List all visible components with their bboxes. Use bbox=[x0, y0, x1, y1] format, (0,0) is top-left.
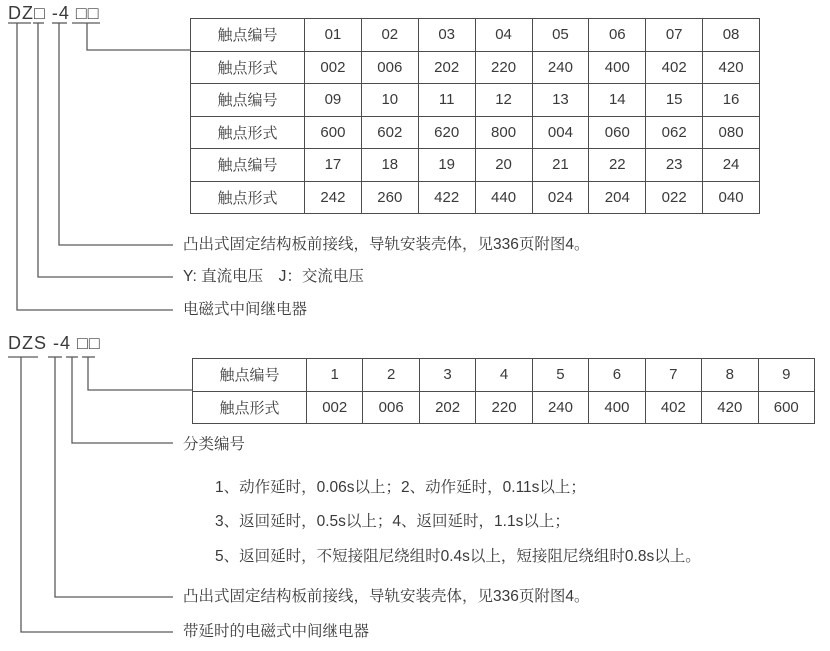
table-cell: 01 bbox=[305, 19, 362, 52]
row-header: 触点编号 bbox=[193, 359, 307, 392]
table-cell: 8 bbox=[702, 359, 758, 392]
table-cell: 422 bbox=[418, 181, 475, 214]
table-cell: 620 bbox=[418, 116, 475, 149]
table-cell: 08 bbox=[703, 19, 760, 52]
table-cell: 05 bbox=[532, 19, 589, 52]
dzs-mounting-label: 凸出式固定结构板前接线，导轨安装壳体，见336页附图4。 bbox=[183, 588, 590, 605]
table-cell: 02 bbox=[361, 19, 418, 52]
table-cell: 062 bbox=[646, 116, 703, 149]
table-cell: 240 bbox=[532, 391, 588, 424]
row-header: 触点形式 bbox=[191, 181, 305, 214]
table-cell: 024 bbox=[532, 181, 589, 214]
leader-dzs-type bbox=[21, 357, 173, 632]
table-cell: 23 bbox=[646, 149, 703, 182]
table-cell: 6 bbox=[589, 359, 645, 392]
table-row bbox=[193, 391, 815, 424]
table-cell: 9 bbox=[758, 359, 815, 392]
dzs-type-label: 带延时的电磁式中间继电器 bbox=[183, 623, 370, 640]
table-cell: 240 bbox=[532, 51, 589, 84]
dzs-category-label: 分类编号 bbox=[183, 436, 246, 453]
table-cell: 19 bbox=[418, 149, 475, 182]
table-cell: 20 bbox=[475, 149, 532, 182]
table-cell: 10 bbox=[361, 84, 418, 117]
contact-table-dz bbox=[190, 18, 760, 214]
table-cell: 2 bbox=[363, 359, 419, 392]
row-header: 触点编号 bbox=[191, 149, 305, 182]
table-cell: 602 bbox=[361, 116, 418, 149]
table-cell: 402 bbox=[645, 391, 701, 424]
table-cell: 440 bbox=[475, 181, 532, 214]
dz-type-label: 电磁式中间继电器 bbox=[183, 301, 308, 318]
table-cell: 21 bbox=[532, 149, 589, 182]
dz-voltage-label: Y: 直流电压 J：交流电压 bbox=[183, 268, 364, 285]
table-cell: 420 bbox=[703, 51, 760, 84]
table-cell: 4 bbox=[476, 359, 532, 392]
table-cell: 15 bbox=[646, 84, 703, 117]
table-cell: 004 bbox=[532, 116, 589, 149]
table-cell: 14 bbox=[589, 84, 646, 117]
table-cell: 600 bbox=[758, 391, 815, 424]
contact-table-dzs bbox=[192, 358, 815, 424]
table-cell: 17 bbox=[305, 149, 362, 182]
table-cell: 06 bbox=[589, 19, 646, 52]
table-cell: 400 bbox=[589, 391, 645, 424]
leader-dzs-contacts bbox=[88, 357, 192, 390]
leader-dz-contacts bbox=[87, 23, 190, 50]
leader-dz-type bbox=[17, 23, 173, 310]
table-row bbox=[191, 19, 760, 52]
model-code-dzs: DZS -4 □□ bbox=[8, 333, 101, 353]
row-header: 触点形式 bbox=[193, 391, 307, 424]
table-cell: 13 bbox=[532, 84, 589, 117]
table-cell: 220 bbox=[476, 391, 532, 424]
table-cell: 204 bbox=[589, 181, 646, 214]
row-header: 触点形式 bbox=[191, 51, 305, 84]
table-cell: 24 bbox=[703, 149, 760, 182]
table-cell: 002 bbox=[305, 51, 362, 84]
table-cell: 040 bbox=[703, 181, 760, 214]
table-row bbox=[191, 51, 760, 84]
table-cell: 3 bbox=[419, 359, 475, 392]
table-cell: 800 bbox=[475, 116, 532, 149]
table-row bbox=[191, 181, 760, 214]
dz-mounting-label: 凸出式固定结构板前接线，导轨安装壳体，见336页附图4。 bbox=[183, 236, 590, 253]
table-cell: 07 bbox=[646, 19, 703, 52]
table-row bbox=[191, 116, 760, 149]
leader-dzs-mounting bbox=[55, 357, 173, 597]
table-cell: 16 bbox=[703, 84, 760, 117]
category-item-3-4: 3、返回延时，0.5s以上；4、返回延时，1.1s以上； bbox=[215, 513, 570, 530]
leader-dzs-category bbox=[72, 357, 173, 443]
table-cell: 600 bbox=[305, 116, 362, 149]
table-cell: 006 bbox=[361, 51, 418, 84]
category-item-5: 5、返回延时，不短接阻尼绕组时0.4s以上，短接阻尼绕组时0.8s以上。 bbox=[215, 548, 701, 565]
leader-dz-mounting bbox=[59, 23, 173, 245]
model-code-dz: DZ□ -4 □□ bbox=[8, 3, 100, 23]
table-cell: 11 bbox=[418, 84, 475, 117]
table-cell: 202 bbox=[419, 391, 475, 424]
table-cell: 006 bbox=[363, 391, 419, 424]
table-cell: 04 bbox=[475, 19, 532, 52]
table-row bbox=[191, 149, 760, 182]
table-cell: 202 bbox=[418, 51, 475, 84]
row-header: 触点编号 bbox=[191, 19, 305, 52]
table-cell: 242 bbox=[305, 181, 362, 214]
table-row bbox=[193, 359, 815, 392]
table-cell: 12 bbox=[475, 84, 532, 117]
category-item-1-2: 1、动作延时，0.06s以上；2、动作延时，0.11s以上； bbox=[215, 479, 586, 496]
table-cell: 400 bbox=[589, 51, 646, 84]
row-header: 触点形式 bbox=[191, 116, 305, 149]
table-cell: 260 bbox=[361, 181, 418, 214]
table-cell: 080 bbox=[703, 116, 760, 149]
table-cell: 18 bbox=[361, 149, 418, 182]
table-cell: 002 bbox=[307, 391, 363, 424]
table-cell: 09 bbox=[305, 84, 362, 117]
leader-dz-voltage bbox=[38, 23, 173, 277]
table-cell: 1 bbox=[307, 359, 363, 392]
table-cell: 220 bbox=[475, 51, 532, 84]
table-cell: 060 bbox=[589, 116, 646, 149]
table-cell: 5 bbox=[532, 359, 588, 392]
table-cell: 420 bbox=[702, 391, 758, 424]
table-cell: 022 bbox=[646, 181, 703, 214]
row-header: 触点编号 bbox=[191, 84, 305, 117]
table-cell: 22 bbox=[589, 149, 646, 182]
table-cell: 402 bbox=[646, 51, 703, 84]
table-row bbox=[191, 84, 760, 117]
table-cell: 7 bbox=[645, 359, 701, 392]
table-cell: 03 bbox=[418, 19, 475, 52]
